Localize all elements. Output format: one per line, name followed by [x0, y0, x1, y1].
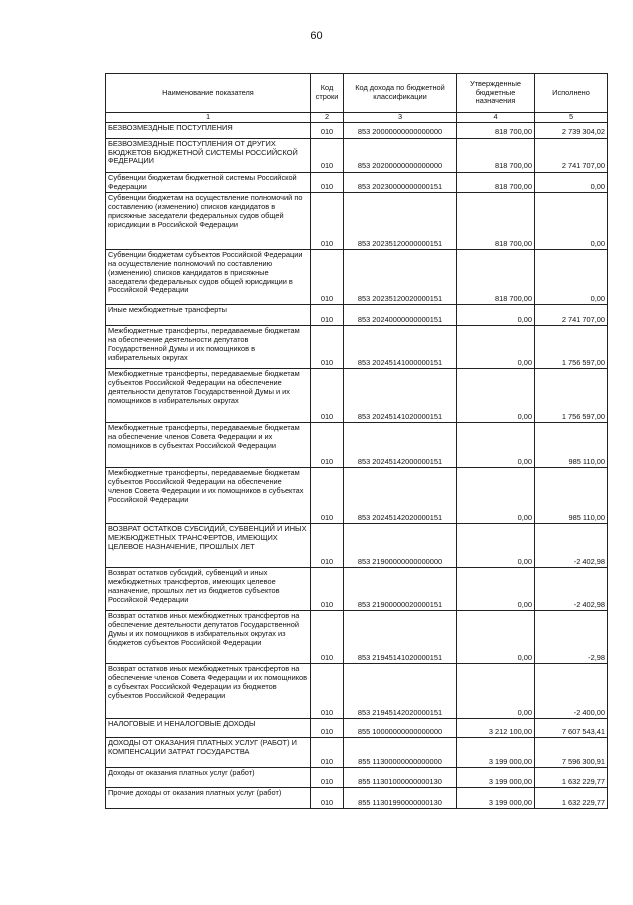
header-budget-classification-code: Код дохода по бюджетной классификации: [344, 74, 457, 113]
row-indicator-name: Межбюджетные трансферты, передаваемые бюджетам субъектов Российской Федерации на обеспечение деятельности депутатов Государственной Думы и их помощников в избирательных округах: [106, 369, 311, 423]
row-executed-amount: 2 741 707,00: [535, 139, 608, 173]
row-line-code: 010: [311, 719, 344, 738]
row-line-code: 010: [311, 250, 344, 305]
table-row: [106, 524, 608, 568]
row-classification-code: 853 20245141000000151: [344, 326, 457, 369]
table-row: [106, 139, 608, 173]
row-approved-amount: 0,00: [457, 423, 535, 468]
row-indicator-name: Субвенции бюджетам субъектов Российской Федерации на осуществление полномочий по составлению (изменению) списков кандидатов в присяжные заседатели федеральных судов общей юрисдикции в Российской Федерации: [106, 250, 311, 305]
row-indicator-name: БЕЗВОЗМЕЗДНЫЕ ПОСТУПЛЕНИЯ ОТ ДРУГИХ БЮДЖЕТОВ БЮДЖЕТНОЙ СИСТЕМЫ РОССИЙСКОЙ ФЕДЕРАЦИИ: [106, 139, 311, 173]
row-indicator-name: Возврат остатков субсидий, субвенций и иных межбюджетных трансфертов, имеющих целевое назначение, прошлых лет из бюджетов субъектов Российской Федерации: [106, 568, 311, 611]
row-approved-amount: 818 700,00: [457, 123, 535, 139]
row-line-code: 010: [311, 423, 344, 468]
column-number: 5: [535, 113, 608, 123]
table-row: [106, 193, 608, 250]
row-line-code: 010: [311, 139, 344, 173]
row-approved-amount: 3 199 000,00: [457, 738, 535, 768]
row-executed-amount: 7 607 543,41: [535, 719, 608, 738]
row-executed-amount: 2 739 304,02: [535, 123, 608, 139]
row-executed-amount: 0,00: [535, 173, 608, 193]
row-executed-amount: 1 632 229,77: [535, 768, 608, 788]
table-row: [106, 468, 608, 524]
row-classification-code: 853 21900000020000151: [344, 568, 457, 611]
row-approved-amount: 0,00: [457, 326, 535, 369]
row-classification-code: 855 11301000000000130: [344, 768, 457, 788]
row-approved-amount: 3 199 000,00: [457, 768, 535, 788]
row-executed-amount: -2,98: [535, 611, 608, 664]
row-indicator-name: ДОХОДЫ ОТ ОКАЗАНИЯ ПЛАТНЫХ УСЛУГ (РАБОТ) И КОМПЕНСАЦИИ ЗАТРАТ ГОСУДАРСТВА: [106, 738, 311, 768]
table-body: [106, 123, 608, 809]
row-executed-amount: 0,00: [535, 193, 608, 250]
table-row: [106, 369, 608, 423]
row-line-code: 010: [311, 193, 344, 250]
row-executed-amount: 1 756 597,00: [535, 326, 608, 369]
table-header-row: [106, 74, 608, 113]
row-indicator-name: БЕЗВОЗМЕЗДНЫЕ ПОСТУПЛЕНИЯ: [106, 123, 311, 139]
row-executed-amount: 985 110,00: [535, 423, 608, 468]
row-classification-code: 853 20245142020000151: [344, 468, 457, 524]
row-executed-amount: -2 400,00: [535, 664, 608, 719]
row-executed-amount: 985 110,00: [535, 468, 608, 524]
row-approved-amount: 818 700,00: [457, 250, 535, 305]
row-approved-amount: 0,00: [457, 305, 535, 326]
row-indicator-name: Межбюджетные трансферты, передаваемые бюджетам на обеспечение членов Совета Федерации и их помощников в субъектах Российской Федерации: [106, 423, 311, 468]
row-line-code: 010: [311, 611, 344, 664]
row-indicator-name: Межбюджетные трансферты, передаваемые бюджетам субъектов Российской Федерации на обеспечение членов Совета Федерации и их помощников в субъектах Российской Федерации: [106, 468, 311, 524]
table-row: [106, 326, 608, 369]
table-row: [106, 423, 608, 468]
row-classification-code: 855 10000000000000000: [344, 719, 457, 738]
row-classification-code: 853 21945142020000151: [344, 664, 457, 719]
header-approved-budget: Утвержденные бюджетные назначения: [457, 74, 535, 113]
row-executed-amount: -2 402,98: [535, 524, 608, 568]
table-row: [106, 738, 608, 768]
row-indicator-name: Субвенции бюджетам бюджетной системы Российской Федерации: [106, 173, 311, 193]
row-indicator-name: Межбюджетные трансферты, передаваемые бюджетам на обеспечение деятельности депутатов Государственной Думы и их помощников в избирательных округах: [106, 326, 311, 369]
row-line-code: 010: [311, 369, 344, 423]
table-row: [106, 305, 608, 326]
row-executed-amount: 0,00: [535, 250, 608, 305]
row-approved-amount: 0,00: [457, 611, 535, 664]
table-row: [106, 123, 608, 139]
row-indicator-name: Доходы от оказания платных услуг (работ): [106, 768, 311, 788]
row-approved-amount: 0,00: [457, 369, 535, 423]
row-classification-code: 853 20235120000000151: [344, 193, 457, 250]
row-approved-amount: 3 199 000,00: [457, 788, 535, 809]
row-line-code: 010: [311, 524, 344, 568]
table-row: [106, 664, 608, 719]
row-classification-code: 853 21945141020000151: [344, 611, 457, 664]
row-approved-amount: 0,00: [457, 664, 535, 719]
row-approved-amount: 0,00: [457, 524, 535, 568]
row-approved-amount: 3 212 100,00: [457, 719, 535, 738]
table-row: [106, 568, 608, 611]
row-indicator-name: ВОЗВРАТ ОСТАТКОВ СУБСИДИЙ, СУБВЕНЦИЙ И ИНЫХ МЕЖБЮДЖЕТНЫХ ТРАНСФЕРТОВ, ИМЕЮЩИХ ЦЕЛЕВОЕ НАЗНАЧЕНИЕ, ПРОШЛЫХ ЛЕТ: [106, 524, 311, 568]
row-approved-amount: 0,00: [457, 568, 535, 611]
row-classification-code: 853 21900000000000000: [344, 524, 457, 568]
row-classification-code: 853 20235120020000151: [344, 250, 457, 305]
row-approved-amount: 818 700,00: [457, 173, 535, 193]
budget-income-table: [105, 73, 608, 809]
column-number: 3: [344, 113, 457, 123]
page-number: 60: [310, 30, 323, 42]
row-classification-code: 853 20245141020000151: [344, 369, 457, 423]
row-line-code: 010: [311, 788, 344, 809]
table-row: [106, 768, 608, 788]
row-indicator-name: Иные межбюджетные трансферты: [106, 305, 311, 326]
row-indicator-name: Прочие доходы от оказания платных услуг (работ): [106, 788, 311, 809]
row-approved-amount: 818 700,00: [457, 193, 535, 250]
row-line-code: 010: [311, 768, 344, 788]
row-line-code: 010: [311, 173, 344, 193]
row-classification-code: 855 11300000000000000: [344, 738, 457, 768]
row-executed-amount: 2 741 707,00: [535, 305, 608, 326]
row-line-code: 010: [311, 326, 344, 369]
table-row: [106, 719, 608, 738]
row-line-code: 010: [311, 568, 344, 611]
row-approved-amount: 818 700,00: [457, 139, 535, 173]
row-line-code: 010: [311, 468, 344, 524]
table-row: [106, 611, 608, 664]
row-classification-code: 855 11301990000000130: [344, 788, 457, 809]
column-number-row: [106, 113, 608, 123]
table-row: [106, 250, 608, 305]
row-approved-amount: 0,00: [457, 468, 535, 524]
row-indicator-name: Субвенции бюджетам на осуществление полномочий по составлению (изменению) списков кандидатов в присяжные заседатели федеральных судов общей юрисдикции в Российской Федерации: [106, 193, 311, 250]
header-line-code: Код строки: [311, 74, 344, 113]
row-line-code: 010: [311, 123, 344, 139]
row-indicator-name: Возврат остатков иных межбюджетных трансфертов на обеспечение членов Совета Федерации и их помощников в субъектах Российской Федерации из бюджетов субъектов Российской Федерации: [106, 664, 311, 719]
row-classification-code: 853 20240000000000151: [344, 305, 457, 326]
row-line-code: 010: [311, 664, 344, 719]
header-indicator-name: Наименование показателя: [106, 74, 311, 113]
row-classification-code: 853 20245142000000151: [344, 423, 457, 468]
table-row: [106, 173, 608, 193]
row-line-code: 010: [311, 305, 344, 326]
table-row: [106, 788, 608, 809]
header-executed: Исполнено: [535, 74, 608, 113]
row-indicator-name: НАЛОГОВЫЕ И НЕНАЛОГОВЫЕ ДОХОДЫ: [106, 719, 311, 738]
column-number: 1: [106, 113, 311, 123]
row-line-code: 010: [311, 738, 344, 768]
column-number: 4: [457, 113, 535, 123]
row-executed-amount: 1 632 229,77: [535, 788, 608, 809]
row-executed-amount: 1 756 597,00: [535, 369, 608, 423]
row-indicator-name: Возврат остатков иных межбюджетных трансфертов на обеспечение деятельности депутатов Государственной Думы и их помощников в избирательных округах из бюджетов субъектов Российской Федерации: [106, 611, 311, 664]
row-executed-amount: -2 402,98: [535, 568, 608, 611]
row-executed-amount: 7 596 300,91: [535, 738, 608, 768]
column-number: 2: [311, 113, 344, 123]
row-classification-code: 853 20000000000000000: [344, 123, 457, 139]
row-classification-code: 853 20200000000000000: [344, 139, 457, 173]
row-classification-code: 853 20230000000000151: [344, 173, 457, 193]
